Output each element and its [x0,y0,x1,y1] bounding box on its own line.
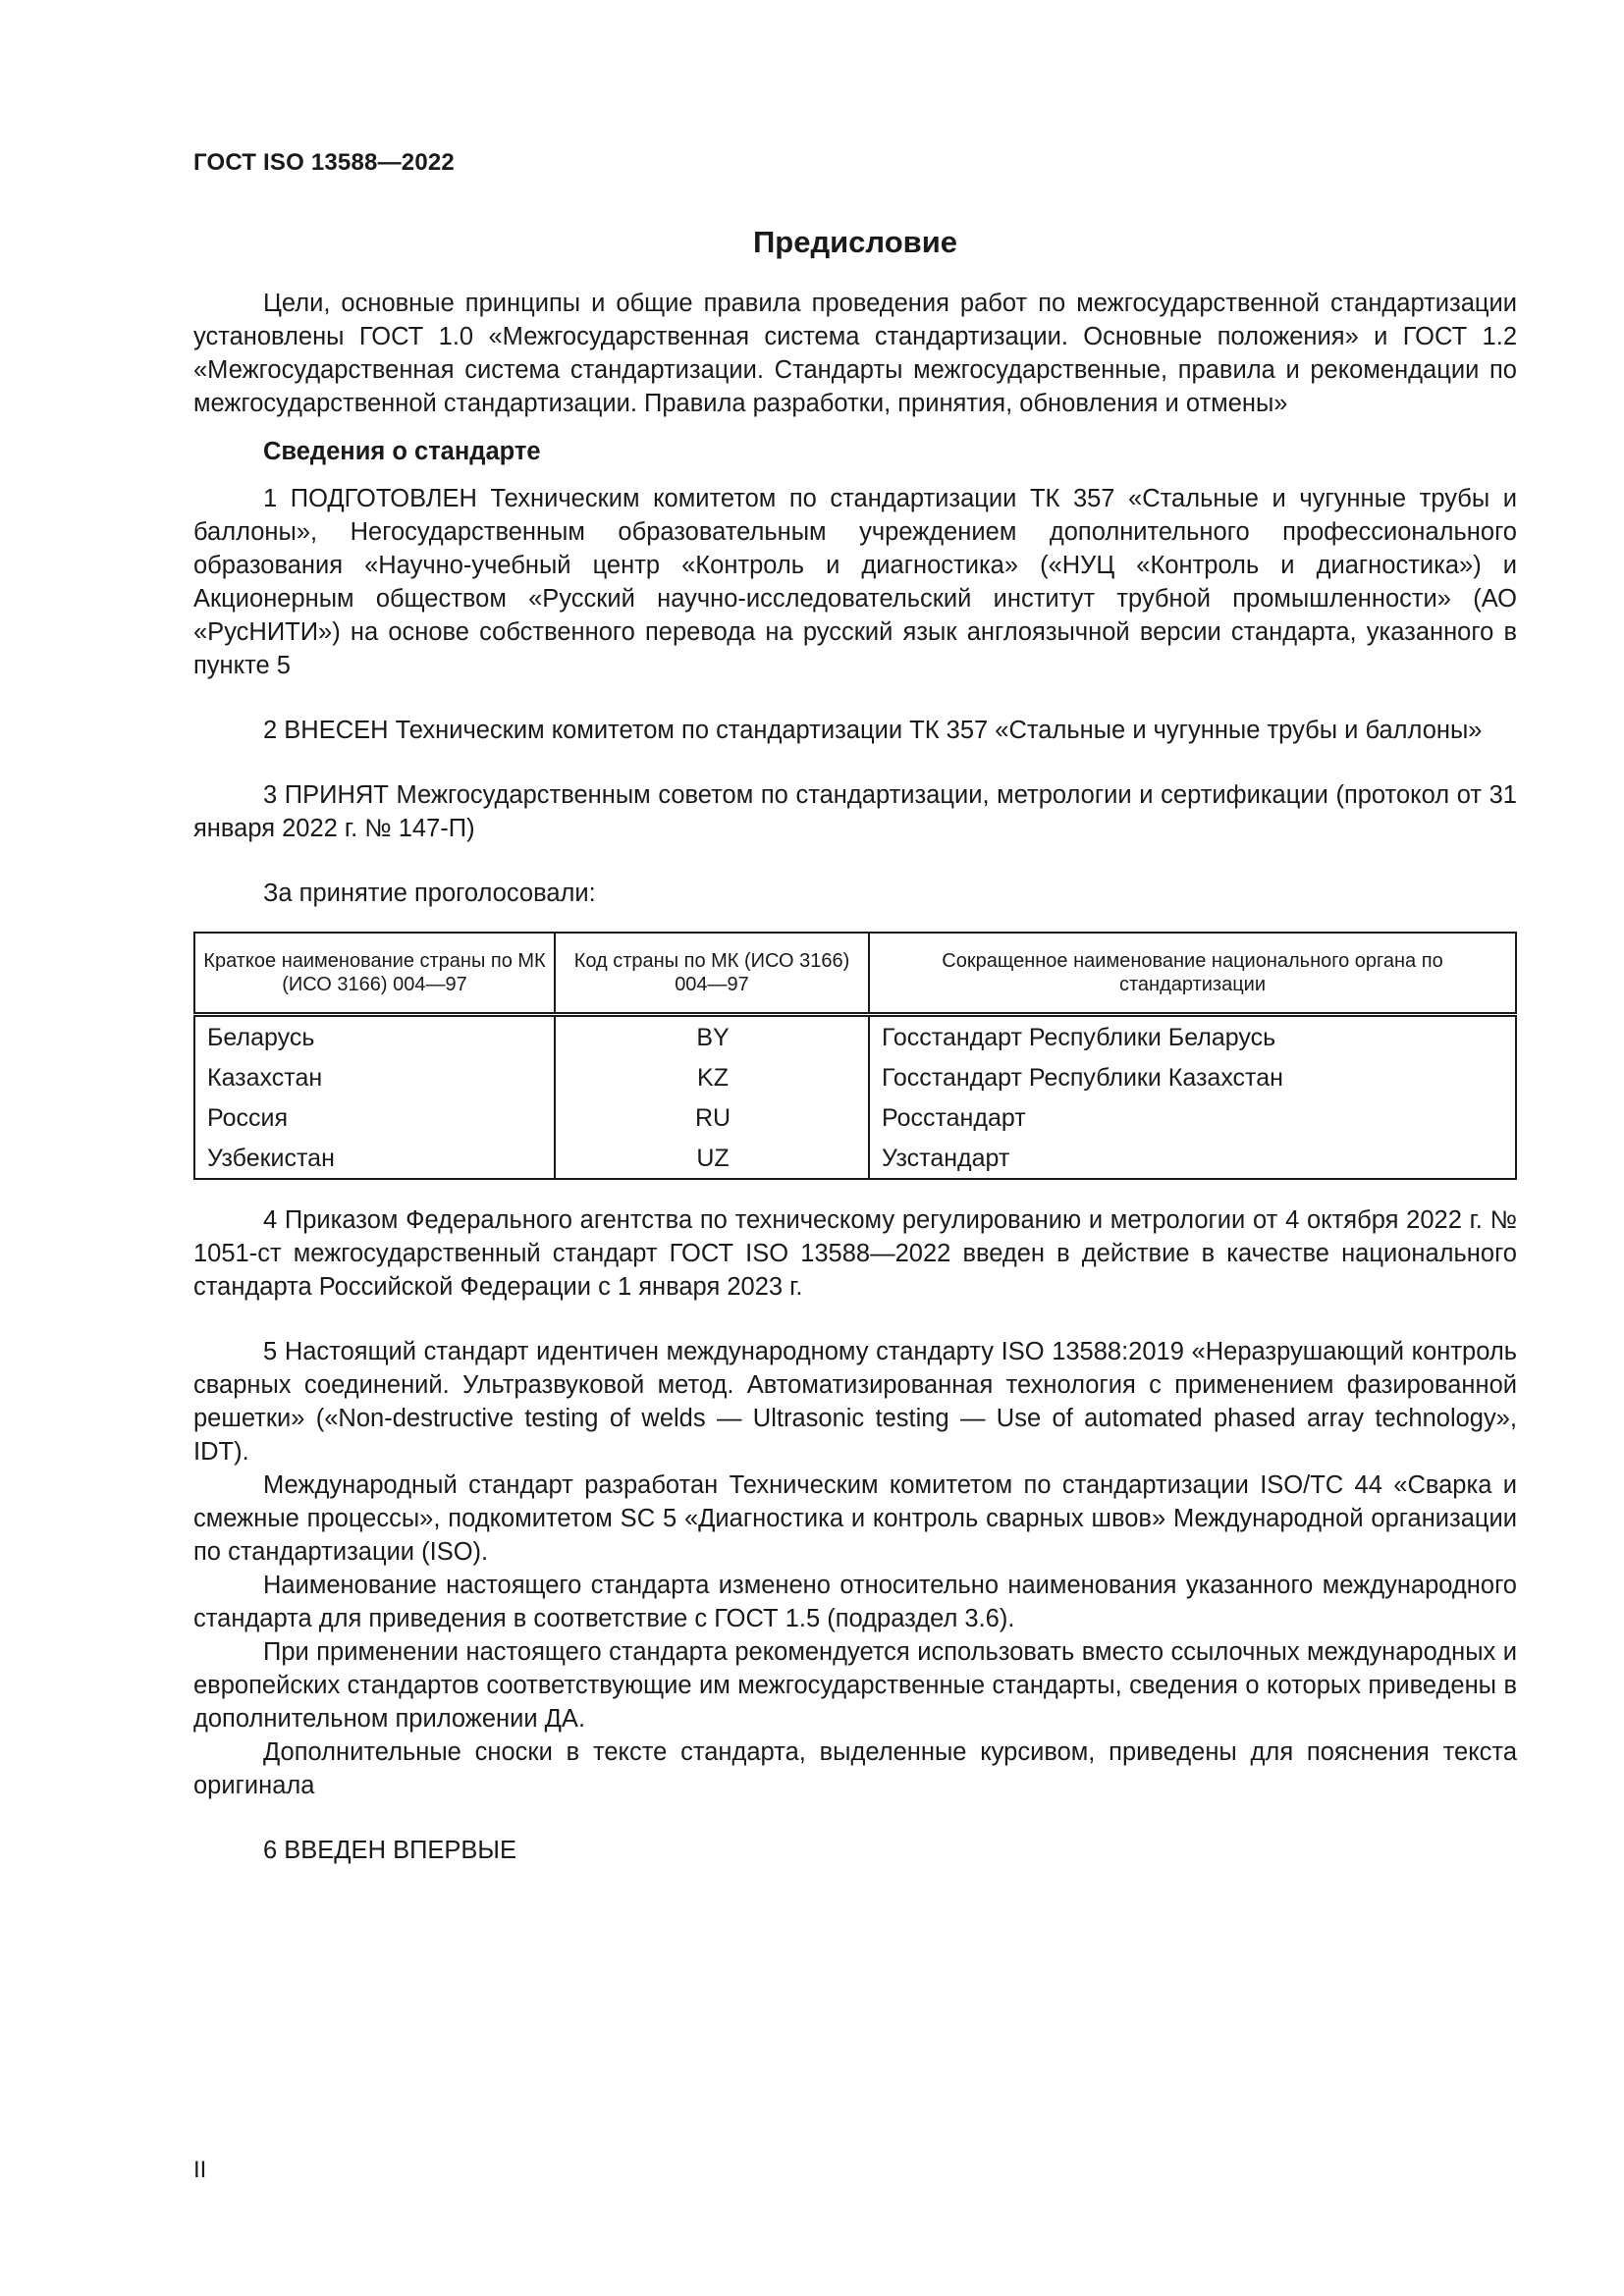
item-5-paragraph-4: При применении настоящего стандарта рекомендуется использовать вместо ссылочных международных и европейских стандартов соответствующие им межгосударственные стандарты, сведения о которых приведены в дополнительном приложении ДА. [193,1638,1517,1733]
item-5-paragraph: 5 Настоящий стандарт идентичен международному стандарту ISO 13588:2019 «Неразрушающий контроль сварных соединений. Ультразвуковой метод. Автоматизированная технология с применением фазированной решетки» («Non-destructive testing of welds — Ultrasonic testing — Use of automated phased array technology», IDT). [193,1338,1517,1466]
column-header-body: Сокращенное наименование национального органа по стандартизации [869,933,1516,1015]
item-5-paragraph-5: Дополнительные сноски в тексте стандарта, выделенные курсивом, приведены для пояснения текста оригинала [193,1738,1517,1799]
country-cell: Россия [194,1097,555,1138]
country-cell: Беларусь [194,1015,555,1058]
document-header: ГОСТ ISO 13588—2022 [193,149,455,176]
item-1-paragraph: 1 ПОДГОТОВЛЕН Техническим комитетом по стандартизации ТК 357 «Стальные и чугунные трубы и баллоны», Негосударственным образовательным учреждением дополнительного профессионального образования «Научно-учебный центр «Контроль и диагностика» («НУЦ «Контроль и диагностика») и Акционерным обществом «Русский научно-исследовательский институт трубной промышленности» (АО «РусНИТИ») на основе собственного перевода на русский язык англоязычной версии стандарта, указанного в пункте 5 [193,485,1517,679]
body-cell: Росстандарт [869,1097,1516,1138]
code-cell: UZ [555,1138,869,1179]
page-number: II [193,2157,207,2183]
table-row [194,1097,1516,1138]
page-title: Предисловие [752,225,957,259]
item-4-paragraph: 4 Приказом Федерального агентства по техническому регулированию и метрологии от 4 октября 2022 г. № 1051-ст межгосударственный стандарт ГОСТ ISO 13588—2022 введен в действие в качестве национального стандарта Российской Федерации с 1 января 2023 г. [193,1206,1517,1301]
column-header-country: Краткое наименование страны по МК (ИСО 3166) 004—97 [194,933,555,1015]
column-header-code: Код страны по МК (ИСО 3166) 004—97 [555,933,869,1015]
country-cell: Казахстан [194,1057,555,1097]
code-cell: BY [555,1015,869,1058]
code-cell: KZ [555,1057,869,1097]
table-row [194,1015,1516,1058]
voted-label: За принятие проголосовали: [263,880,596,907]
item-3-paragraph: 3 ПРИНЯТ Межгосударственным советом по стандартизации, метрологии и сертификации (протокол от 31 января 2022 г. № 147-П) [193,781,1517,842]
table-row [194,1057,1516,1097]
table-row [194,1138,1516,1179]
table-header-row [194,933,1516,1015]
item-2-paragraph: 2 ВНЕСЕН Техническим комитетом по стандартизации ТК 357 «Стальные и чугунные трубы и баллоны» [263,717,1483,744]
voting-table [193,932,1517,1180]
body-cell: Госстандарт Республики Беларусь [869,1015,1516,1058]
item-5-paragraph-2: Международный стандарт разработан Техническим комитетом по стандартизации ISO/TC 44 «Сварка и смежные процессы», подкомитетом SC 5 «Диагностика и контроль сварных швов» Международной организации по стандартизации (ISO). [193,1471,1517,1566]
section-subheading: Сведения о стандарте [263,438,541,465]
code-cell: RU [555,1097,869,1138]
foreword-body [193,287,1517,1867]
intro-paragraph: Цели, основные принципы и общие правила проведения работ по межгосударственной стандартизации установлены ГОСТ 1.0 «Межгосударственная система стандартизации. Основные положения» и ГОСТ 1.2 «Межгосударственная система стандартизации. Стандарты межгосударственные, правила и рекомендации по межгосударственной стандартизации. Правила разработки, принятия, обновления и отмены» [193,290,1517,417]
item-5-paragraph-3: Наименование настоящего стандарта изменено относительно наименования указанного международного стандарта для приведения в соответствие с ГОСТ 1.5 (подраздел 3.6). [193,1572,1517,1632]
item-6-paragraph: 6 ВВЕДЕН ВПЕРВЫЕ [263,1837,517,1864]
country-cell: Узбекистан [194,1138,555,1179]
body-cell: Госстандарт Республики Казахстан [869,1057,1516,1097]
body-cell: Узстандарт [869,1138,1516,1179]
